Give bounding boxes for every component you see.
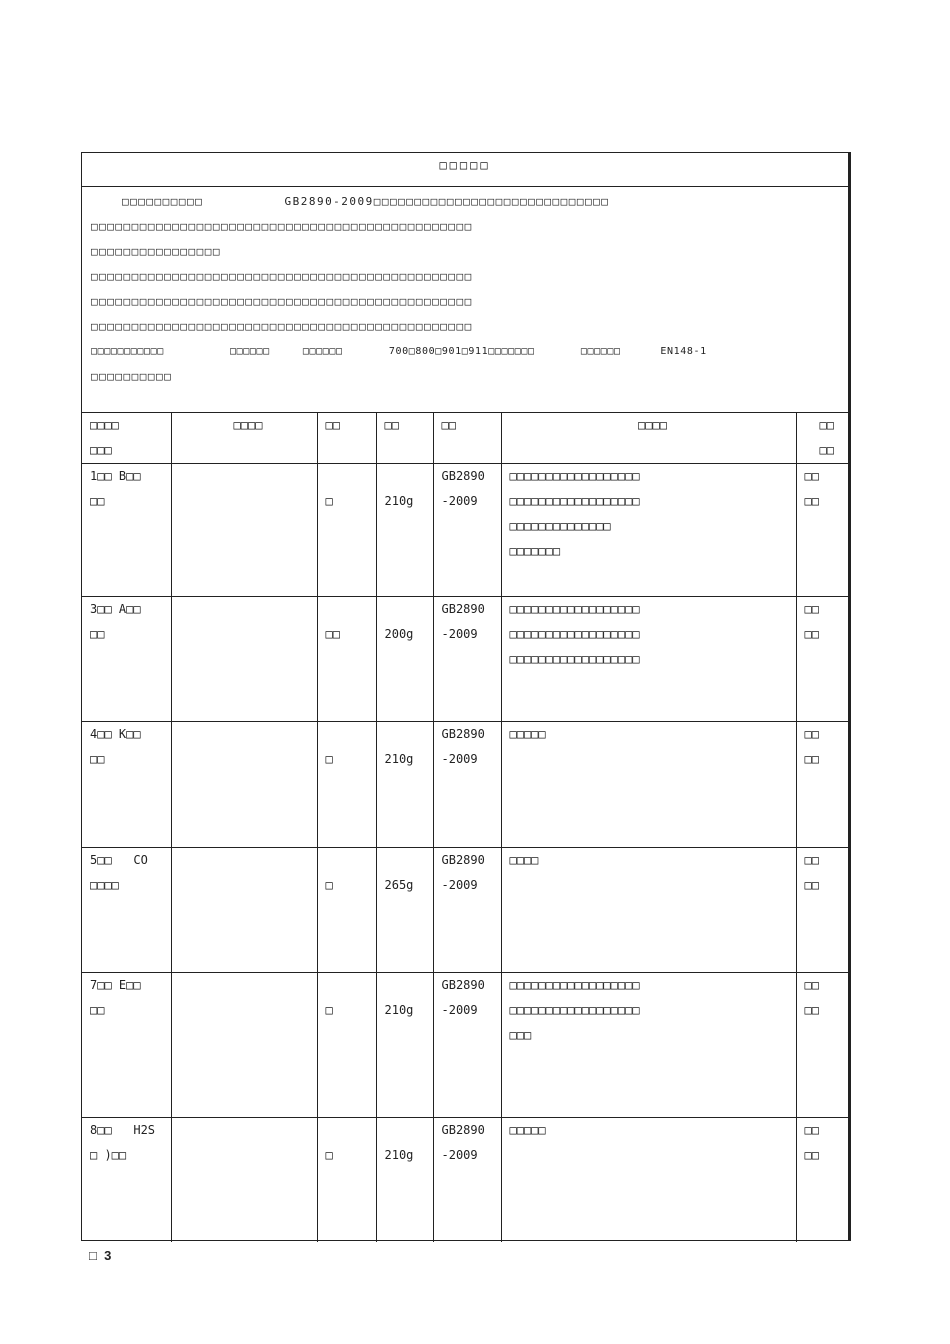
cell-color: □ [317,973,376,1118]
section-title: □□□□□ [82,153,848,187]
cell-color: □ [317,1118,376,1242]
cell-color: □ [317,464,376,597]
cell-remark: □□ □□ [796,464,849,597]
cell-standard: GB2890 -2009 [433,848,501,973]
intro-line: □□□□□□□□□□ GB2890-2009□□□□□□□□□□□□□□□□□□□□□□□□□□□□□ [122,195,610,208]
cell-color: □□ [317,597,376,722]
header-standard: □□ [433,413,501,464]
cell-name: 5□□ CO □□□□ [82,848,171,973]
table-header-row [82,413,849,464]
table-row [82,1118,849,1242]
cell-standard: GB2890 -2009 [433,464,501,597]
cell-model [171,848,317,973]
cell-model [171,722,317,848]
intro-line: □□□□□□□□□□□□□□□□ [91,245,221,258]
intro-line: □□□□□□□□□□□□□□□□□□□□□□□□□□□□□□□□□□□□□□□□□□□□□□□ [91,270,473,283]
header-weight: □□ [376,413,433,464]
cell-weight: 265g [376,848,433,973]
product-table [82,413,849,1242]
cell-remark: □□ □□ [796,597,849,722]
cell-protection: □□□□□□□□□□□□□□□□□□ □□□□□□□□□□□□□□□□□□ □□□□□□□□□□□□□□ □□□□□□□ [501,464,796,597]
intro-line: □□□□□□□□□□□□□□□□□□□□□□□□□□□□□□□□□□□□□□□□□□□□□□□ [91,320,473,333]
cell-remark: □□ □□ [796,973,849,1118]
cell-name: 1□□ B□□ □□ [82,464,171,597]
table-row [82,722,849,848]
header-model: □□□□ [171,413,317,464]
header-color: □□ [317,413,376,464]
header-protection: □□□□ [501,413,796,464]
cell-remark: □□ □□ [796,1118,849,1242]
cell-weight: 210g [376,1118,433,1242]
cell-protection: □□□□□ [501,1118,796,1242]
intro-line: □□□□□□□□□□ [91,370,173,383]
cell-weight: 210g [376,464,433,597]
cell-name: 8□□ H2S □ )□□ [90,1123,156,1162]
table-row [82,597,849,722]
cell-name: 7□□ E□□ □□ [82,973,171,1118]
intro-paragraph [82,187,848,413]
cell-name: 4□□ K□□ □□ [82,722,171,848]
intro-line: □□□□□□□□□□□ □□□□□□ □□□□□□ 700□800□901□911□□□□□□□ □□□□□□ EN148-1 [91,346,707,357]
table-row [82,848,849,973]
header-remark: □□ □□ [796,413,849,464]
cell-standard: GB2890 -2009 [433,597,501,722]
cell-name: 3□□ A□□ □□ [82,597,171,722]
table-row [82,464,849,597]
cell-weight: 200g [376,597,433,722]
cell-protection: □□□□ [501,848,796,973]
cell-standard: GB2890 -2009 [433,722,501,848]
cell-protection: □□□□□□□□□□□□□□□□□□ □□□□□□□□□□□□□□□□□□ □□□□□□□□□□□□□□□□□□ [501,597,796,722]
intro-line: □□□□□□□□□□□□□□□□□□□□□□□□□□□□□□□□□□□□□□□□□□□□□□□ [91,295,473,308]
cell-model [171,464,317,597]
intro-line: □□□□□□□□□□□□□□□□□□□□□□□□□□□□□□□□□□□□□□□□□□□□□□□ [91,220,473,233]
header-name: □□□□ □□□ [82,413,171,464]
cell-model [171,973,317,1118]
cell-weight: 210g [376,973,433,1118]
cell-color: □ [317,848,376,973]
cell-color: □ [317,722,376,848]
cell-remark: □□ □□ [796,848,849,973]
cell-weight: 210g [376,722,433,848]
document-sheet [81,152,851,1241]
table-row [82,973,849,1118]
cell-protection: □□□□□ [501,722,796,848]
cell-model [171,1118,317,1242]
page-footer: □ 3 [89,1248,112,1263]
cell-protection: □□□□□□□□□□□□□□□□□□ □□□□□□□□□□□□□□□□□□ □□□ [501,973,796,1118]
cell-remark: □□ □□ [796,722,849,848]
cell-standard: GB2890 -2009 [433,1118,501,1242]
cell-model [171,597,317,722]
cell-standard: GB2890 -2009 [433,973,501,1118]
